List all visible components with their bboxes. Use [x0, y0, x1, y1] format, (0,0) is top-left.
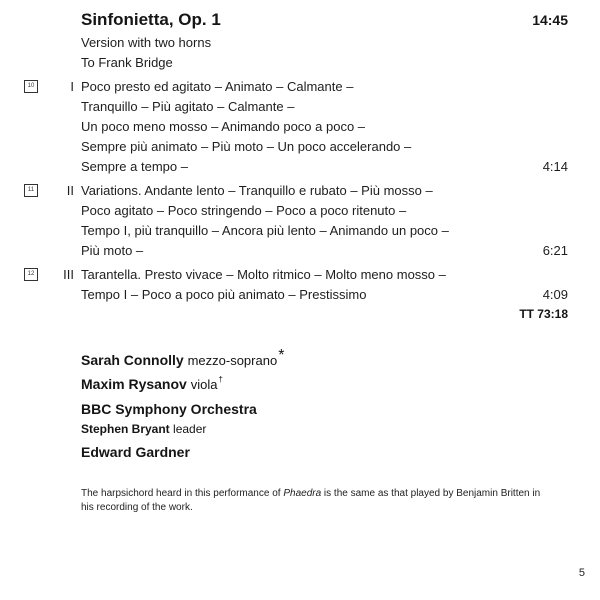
performer-name: BBC Symphony Orchestra	[81, 401, 257, 417]
performer-credit	[81, 444, 190, 460]
performer-name: Sarah Connolly	[81, 352, 184, 368]
movement-line: Più moto –	[81, 243, 144, 258]
performer-credit	[81, 401, 257, 417]
movement-line: Tempo I – Poco a poco più animato – Prestissimo	[81, 287, 367, 302]
track-number-badge: 10	[24, 80, 38, 93]
movement-line: Tempo I, più tranquillo – Ancora più lento – Animando un poco –	[81, 223, 449, 238]
harpsichord-note	[81, 487, 551, 515]
movement-line: Poco agitato – Poco stringendo – Poco a poco ritenuto –	[81, 203, 407, 218]
performer-name: Edward Gardner	[81, 444, 190, 460]
performer-credit	[81, 422, 206, 436]
performer-name: Maxim Rysanov	[81, 376, 187, 392]
performer-role: leader	[173, 422, 207, 436]
movement-line: Tarantella. Presto vivace – Molto ritmico – Molto meno mosso –	[81, 267, 446, 282]
performer-role: mezzo-soprano	[187, 353, 278, 368]
total-time: TT 73:18	[519, 307, 568, 321]
movement-line: Tranquillo – Più agitato – Calmante –	[81, 99, 295, 114]
work-duration: 14:45	[532, 12, 568, 28]
note-work-title: Phaedra	[283, 488, 322, 499]
performer-name: Stephen Bryant	[81, 422, 170, 436]
note-text: is the same as that played by Benjamin Britten in his recording of the work.	[81, 488, 541, 513]
work-subtitle: Version with two horns	[81, 35, 212, 50]
performer-credit	[81, 347, 285, 370]
movement-numeral: II	[66, 183, 74, 198]
work-title: Sinfonietta, Op. 1	[81, 10, 221, 29]
movement-duration: 4:14	[542, 159, 568, 174]
performer-credit	[81, 376, 223, 392]
footnote-mark: †	[218, 375, 223, 384]
page-number: 5	[578, 567, 585, 579]
movement-numeral: III	[63, 267, 74, 282]
footnote-mark: *	[278, 347, 285, 364]
track-number-badge: 12	[24, 268, 38, 281]
movement-line: Variations. Andante lento – Tranquillo e rubato – Più mosso –	[81, 183, 433, 198]
movement-line: Un poco meno mosso – Animando poco a poco –	[81, 119, 366, 134]
movement-duration: 6:21	[542, 243, 568, 258]
movement-line: Sempre più animato – Più moto – Un poco accelerando –	[81, 139, 412, 154]
performer-role: viola	[190, 377, 218, 392]
movement-line: Sempre a tempo –	[81, 159, 188, 174]
work-dedication: To Frank Bridge	[81, 55, 173, 70]
movement-numeral: I	[70, 79, 74, 94]
track-number-badge: 11	[24, 184, 38, 197]
movement-duration: 4:09	[542, 287, 568, 302]
note-text: The harpsichord heard in this performance of	[81, 488, 284, 499]
movement-line: Poco presto ed agitato – Animato – Calmante –	[81, 79, 354, 94]
